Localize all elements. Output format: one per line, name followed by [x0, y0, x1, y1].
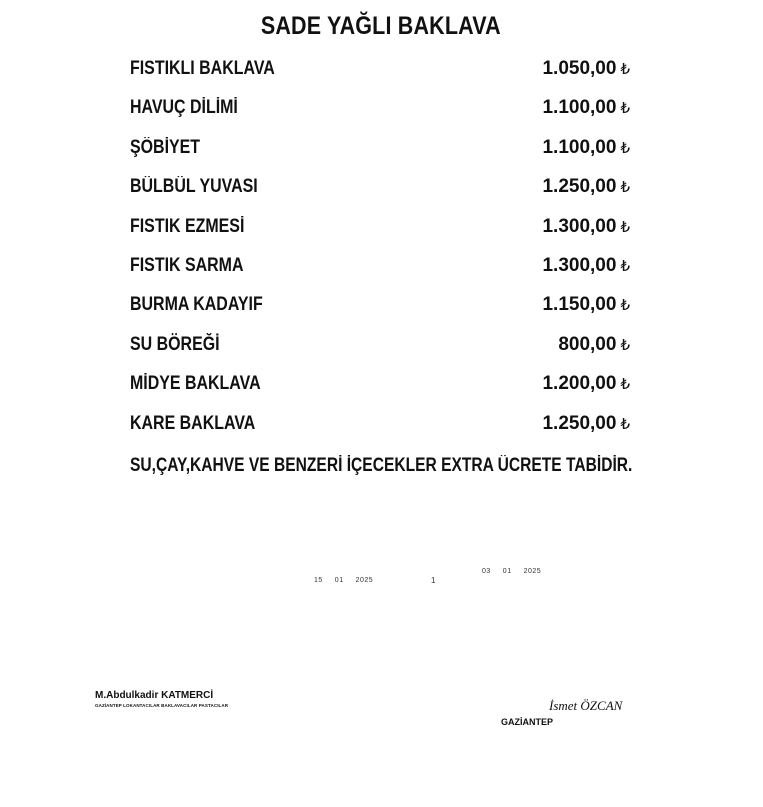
lira-symbol: ₺: [620, 297, 630, 315]
item-price: [542, 413, 630, 435]
item-price: [542, 255, 630, 277]
item-price: [542, 176, 630, 198]
price-value: 1.050,00: [542, 58, 617, 79]
item-name: SU BÖREĞİ: [130, 333, 220, 355]
date-day: 15: [314, 577, 323, 584]
item-name: KARE BAKLAVA: [130, 412, 256, 434]
price-row: [130, 172, 630, 211]
date-day: 03: [482, 568, 491, 575]
signatory-city: GAZİANTEP: [501, 717, 554, 727]
price-row: [130, 212, 630, 251]
item-name: HAVUÇ DİLİMİ: [130, 97, 238, 119]
price-value: 1.150,00: [542, 294, 617, 316]
item-name: BURMA KADAYIF: [130, 294, 263, 316]
lira-symbol: ₺: [620, 415, 630, 433]
lira-symbol: ₺: [620, 100, 630, 118]
lira-symbol: ₺: [620, 218, 630, 236]
signatory-organization: GAZİANTEP LOKANTACILAR BAKLAVACILAR PASTACILAR: [95, 703, 229, 708]
lira-symbol: ₺: [620, 336, 630, 354]
date-separator: 1: [431, 576, 436, 585]
item-name: BÜLBÜL YUVASI: [130, 176, 258, 198]
item-price: [558, 334, 630, 356]
price-list: [130, 54, 630, 448]
item-name: FISTIK EZMESİ: [130, 215, 245, 237]
price-row: [130, 330, 630, 369]
price-value: 800,00: [558, 333, 617, 355]
price-value: 1.300,00: [542, 254, 617, 276]
item-price: [542, 137, 630, 159]
price-value: 1.100,00: [542, 97, 617, 119]
date-year: 2025: [355, 577, 374, 584]
price-value: 1.300,00: [542, 215, 617, 237]
item-name: MİDYE BAKLAVA: [130, 373, 261, 395]
item-name: ŞÖBİYET: [130, 136, 201, 158]
lira-symbol: ₺: [620, 257, 630, 275]
price-value: 1.250,00: [542, 412, 617, 434]
lira-symbol: ₺: [620, 61, 630, 78]
item-name: FISTIKLI BAKLAVA: [130, 58, 275, 79]
signatory-name-right: İsmet ÖZCAN: [549, 698, 623, 713]
signatory-name-left: M.Abdulkadir KATMERCİ: [95, 690, 214, 701]
date-stamp-second: [482, 568, 553, 575]
item-name: FISTIK SARMA: [130, 254, 244, 276]
date-stamp-first: [314, 577, 385, 584]
lira-symbol: ₺: [620, 139, 630, 157]
lira-symbol: ₺: [620, 376, 630, 394]
beverage-note: SU,ÇAY,KAHVE VE BENZERİ İÇECEKLER EXTRA ÜCRETE TABİDİR.: [130, 455, 633, 476]
price-value: 1.250,00: [542, 176, 617, 198]
price-value: 1.100,00: [542, 136, 617, 158]
left-signature-block: [95, 690, 228, 708]
item-price: [542, 216, 630, 238]
menu-title: SADE YAĞLI BAKLAVA: [260, 12, 501, 40]
date-month: 01: [502, 568, 512, 575]
price-value: 1.200,00: [542, 373, 617, 395]
price-row: [130, 133, 630, 172]
item-price: [542, 294, 630, 316]
price-row: [130, 251, 630, 290]
price-row: [130, 93, 630, 132]
price-row: [130, 54, 630, 93]
item-price: [542, 58, 630, 80]
price-row: [130, 369, 630, 408]
item-price: [542, 373, 630, 395]
price-row: [130, 409, 630, 448]
date-month: 01: [334, 577, 344, 584]
lira-symbol: ₺: [620, 179, 630, 197]
price-row: [130, 290, 630, 329]
date-year: 2025: [523, 568, 542, 575]
item-price: [542, 97, 630, 119]
